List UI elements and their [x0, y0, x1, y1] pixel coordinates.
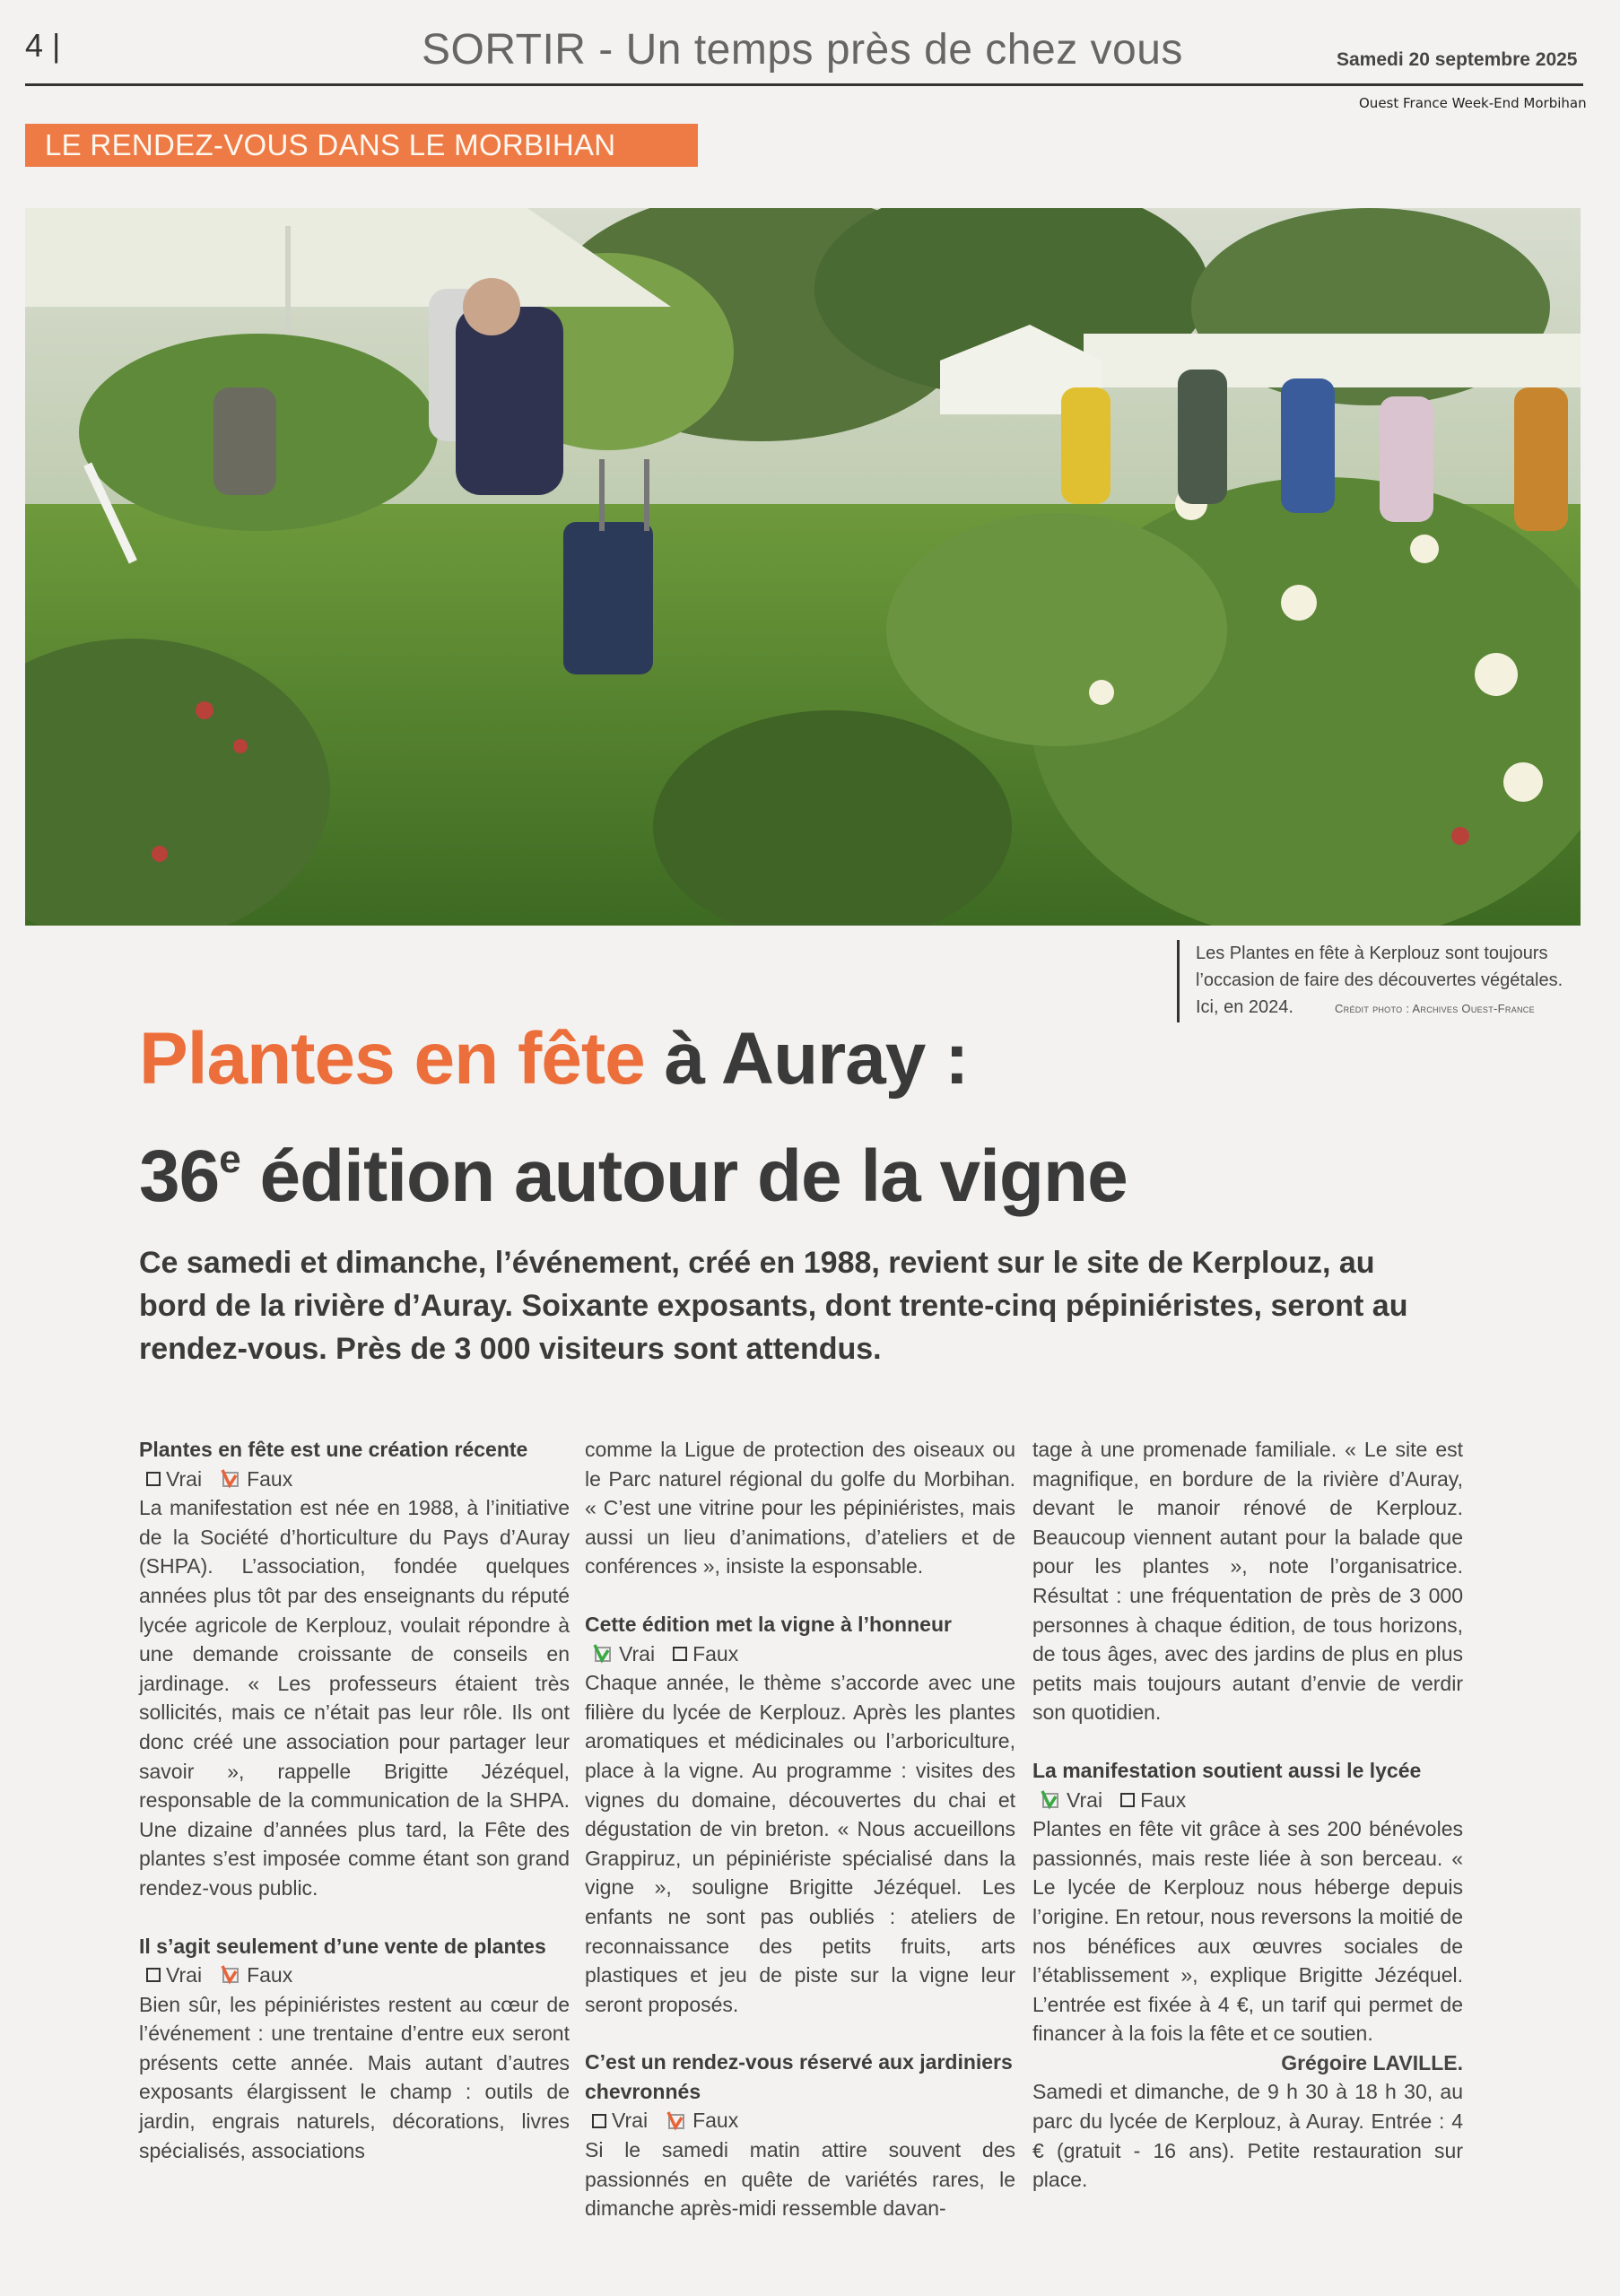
checkbox-empty-icon	[146, 1472, 161, 1486]
author-byline: Grégoire LAVILLE.	[1281, 2050, 1463, 2074]
issue-date: Samedi 20 septembre 2025	[1337, 49, 1578, 70]
section-title: SORTIR - Un temps près de chez vous	[422, 26, 1183, 74]
headline-accent: Plantes en fête	[139, 1018, 645, 1100]
article-column-1	[139, 1435, 570, 2165]
photo-caption	[1177, 940, 1608, 1022]
true-false-answer	[585, 2106, 1015, 2135]
true-false-answer	[139, 1961, 570, 1990]
false-label: Faux	[692, 1641, 739, 1665]
section-heading: Plantes en fête est une création récente	[139, 1438, 528, 1461]
article-headline	[139, 1009, 1128, 1227]
article-column-3	[1032, 1435, 1463, 2195]
section-body: Plantes en fête vit grâce à ses 200 bénévoles passionnés, mais reste liée à son berceau. « Le lycée de Kerplouz nous héberge depuis l’origine. En retour, nous reversons la moitié de nos bénéfices aux œuvres sociales de l’établissement », explique Brigitte Jézéquel. L’entrée est fixée à 4 €, un tarif qui permet de financer à la fois la fête et ce soutien.	[1032, 1817, 1463, 2046]
caption-line: l’occasion de faire des découvertes végétales.	[1196, 970, 1563, 990]
checkmark-orange-icon	[220, 1469, 241, 1489]
section-body: Bien sûr, les pépiniéristes restent au cœur de l’événement : une trentaine d’entre eux seront présents cette année. Mais autant d’autres exposants élargissent le champ : outils de jardin, engrais naturels, décorations, livres spécialisés, associations	[139, 1992, 570, 2162]
true-false-answer	[1032, 1786, 1463, 1815]
false-label: Faux	[1140, 1787, 1187, 1812]
section-body: Chaque année, le thème s’accorde avec une filière du lycée de Kerplouz. Après les plantes aromatiques et médicinales ou l’arboriculture, place à la vigne. Au programme : visites des vignes du domaine, découvertes du chai et dégustation de vin breton. « Nous accueillons Grappiruz, un pépiniériste spécialisé dans la vigne », souligne Brigitte Jézéquel. Les enfants ne sont pas oubliés : ateliers de reconnaissance des petits fruits, arts plastiques et jeu de piste sur la vigne leur seront proposés.	[585, 1671, 1015, 2016]
checkbox-empty-icon	[673, 1647, 687, 1661]
header-divider	[25, 83, 1583, 86]
true-label: Vrai	[612, 2109, 649, 2133]
true-label: Vrai	[166, 1466, 203, 1491]
article-column-2	[585, 1435, 1015, 2223]
true-label: Vrai	[619, 1641, 656, 1665]
false-label: Faux	[247, 1963, 293, 1987]
section-body: La manifestation est née en 1988, à l’initiative de la Société d’horticulture du Pays d’Auray (SHPA). L’association, fondée quelques années plus tôt par des enseignants du réputé lycée agricole de Kerplouz, voulait répondre à une demande croissante de conseils en jardinage. « Les professeurs étaient très sollicités, mais ce n’était pas leur rôle. Ils ont donc créé une association pour partager leur savoir », rappelle Brigitte Jézéquel, responsable de la communication de la SHPA. Une dizaine d’années plus tard, la Fête des plantes s’est imposée comme étant son grand rendez-vous public.	[139, 1496, 570, 1900]
section-body-continued: tage à une promenade familiale. « Le site est magnifique, en bordure de la rivière d’Auray, devant le manoir rénové de Kerplouz. Beaucoup viennent autant pour la balade que pour les plantes », note l’organisatrice. Résultat : une fréquentation de près de 3 000 personnes à chaque édition, de tous horizons, de tous âges, avec des jardins de plus en plus petits mais toujours autant d’envie de verdir son quotidien.	[1032, 1438, 1463, 1725]
article-photo	[25, 208, 1581, 926]
caption-line	[1196, 994, 1608, 1022]
page-number: 4 |	[25, 27, 61, 64]
section-heading: La manifestation soutient aussi le lycée	[1032, 1758, 1422, 1782]
ordinal-suffix: e	[219, 1137, 240, 1181]
section-heading: Cette édition met la vigne à l’honneur	[585, 1612, 952, 1636]
true-label: Vrai	[166, 1963, 203, 1987]
section-body-continued: comme la Ligue de protection des oiseaux ou le Parc naturel régional du golfe du Morbihan. « C’est une vitrine pour les pépiniéristes, mais aussi un lieu d’animations, d’ateliers et de conférences », insiste la esponsable.	[585, 1438, 1015, 1578]
photo-credit: Crédit photo : Archives Ouest-France	[1334, 1002, 1535, 1015]
true-label: Vrai	[1067, 1787, 1103, 1812]
caption-text: Ici, en 2024.	[1196, 997, 1293, 1017]
edition-number: 36	[139, 1135, 220, 1217]
article-lede: Ce samedi et dimanche, l’événement, créé en 1988, revient sur le site de Kerplouz, au bord de la rivière d’Auray. Soixante exposants, dont trente-cinq pépiniéristes, seront au rendez-vous. Près de 3 000 visiteurs sont attendus.	[139, 1246, 1408, 1366]
checkbox-empty-icon	[592, 2114, 606, 2128]
false-label: Faux	[692, 2109, 739, 2133]
true-false-answer	[139, 1465, 570, 1494]
checkmark-green-icon	[1040, 1790, 1061, 1810]
headline-text: édition autour de la vigne	[240, 1135, 1128, 1217]
section-heading: C’est un rendez-vous réservé aux jardiniers chevronnés	[585, 2050, 1013, 2103]
headline-text: à Auray :	[644, 1018, 969, 1100]
checkmark-orange-icon	[220, 1965, 241, 1985]
checkbox-empty-icon	[1120, 1793, 1135, 1807]
section-heading: Il s’agit seulement d’une vente de plantes	[139, 1934, 546, 1958]
practical-info: Samedi et dimanche, de 9 h 30 à 18 h 30, au parc du lycée de Kerplouz, à Auray. Entrée : 4 € (gratuit - 16 ans). Petite restauration sur place.	[1032, 2080, 1463, 2192]
caption-line: Les Plantes en fête à Kerplouz sont toujours	[1196, 944, 1548, 963]
false-label: Faux	[247, 1466, 293, 1491]
publication-source: Ouest France Week-End Morbihan	[1359, 95, 1587, 111]
checkmark-orange-icon	[666, 2111, 687, 2131]
true-false-answer	[585, 1639, 1015, 1669]
checkmark-green-icon	[592, 1644, 614, 1664]
rubric-kicker: LE RENDEZ-VOUS DANS LE MORBIHAN	[25, 124, 698, 167]
checkbox-empty-icon	[146, 1968, 161, 1982]
garden-scene-illustration	[25, 208, 1581, 926]
section-body: Si le samedi matin attire souvent des passionnés en quête de variétés rares, le dimanche après-midi ressemble davan-	[585, 2138, 1015, 2221]
